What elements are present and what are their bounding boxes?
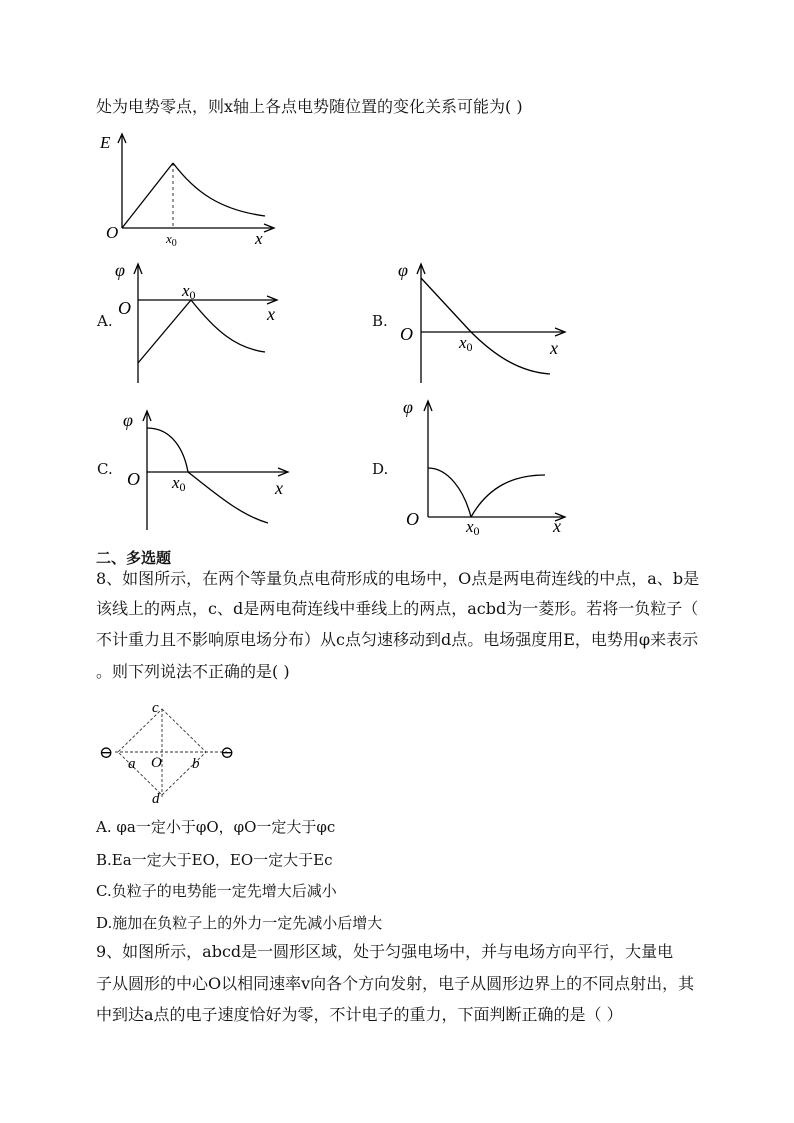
phi-axis-label: φ [123, 410, 133, 430]
option-a-label[interactable]: A. [97, 312, 113, 330]
point-c-label: c [152, 700, 159, 716]
q8-option-d[interactable]: D.施加在负粒子上的外力一定先减小后增大 [96, 914, 383, 932]
q8-line-1: 8、如图所示，在两个等量负点电荷形成的电场中，O点是两电荷连线的中点，a、b是 [96, 569, 700, 588]
x-axis-label: x [267, 304, 275, 324]
q8-option-b[interactable]: B.Ea一定大于EO，EO一定大于Ec [96, 851, 333, 869]
q9-line-2: 子从圆形的中心O以相同速率v向各个方向发射，电子从圆形边界上的不同点射出，其 [96, 974, 695, 993]
q8-line-4: 。则下列说法不正确的是( ) [96, 662, 290, 681]
phi-curve-d-left [428, 468, 471, 517]
q8-option-a[interactable]: A. φa一定小于φO，φO一定大于φc [96, 818, 336, 836]
x0-mark: x0 [466, 517, 480, 538]
graph-option-a [115, 258, 285, 386]
origin-label: O [118, 298, 131, 318]
phi-curve-d-right [471, 475, 545, 517]
option-b-label[interactable]: B. [372, 312, 388, 330]
point-d-label: d [152, 791, 160, 807]
origin-label: O [400, 324, 413, 344]
q8-line-2: 该线上的两点，c、d是两电荷连线中垂线上的两点，acbd为一菱形。若将一负粒子（ [96, 599, 699, 618]
x-axis-label: x [255, 229, 263, 248]
x0-mark: x0 [172, 473, 186, 494]
graph-option-d [398, 395, 573, 537]
phi-axis-label: φ [115, 260, 125, 280]
e-curve-linear [122, 163, 173, 228]
q9-line-1: 9、如图所示，abcd是一圆形区域，处于匀强电场中，并与电场方向平行，大量电 [96, 942, 674, 961]
point-b-label: b [192, 756, 200, 772]
e-curve-decay [173, 163, 265, 216]
q8-line-3: 不计重力且不影响原电场分布）从c点匀速移动到d点。电场强度用E，电势用φ来表示 [96, 630, 699, 649]
q7-question-tail: 处为电势零点，则x轴上各点电势随位置的变化关系可能为( ) [96, 97, 523, 116]
option-d-label[interactable]: D. [372, 460, 389, 478]
point-o-label: O [151, 755, 162, 771]
graph-option-c [120, 405, 295, 533]
x0-mark: x0 [182, 281, 196, 302]
section-title: 二、多选题 [96, 549, 172, 567]
phi-curve-a-line [138, 300, 191, 363]
e-axis-label: E [100, 133, 111, 152]
phi-axis-label: φ [403, 397, 413, 417]
phi-curve-c-tail [188, 472, 268, 523]
charge-left: ⊖ [99, 743, 114, 762]
x-axis-label: x [550, 338, 558, 358]
q9-line-3: 中到达a点的电子速度恰好为零，不计电子的重力，下面判断正确的是（ ） [96, 1005, 623, 1024]
phi-curve-c-arc [147, 428, 188, 472]
origin-label: O [106, 223, 119, 242]
q8-option-c[interactable]: C.负粒子的电势能一定先增大后减小 [96, 882, 337, 900]
origin-label: O [127, 469, 140, 489]
x-axis-label: x [275, 478, 283, 498]
charge-right: ⊖ [220, 743, 235, 762]
graph-option-b [395, 258, 575, 386]
rhombus-diagram [96, 695, 246, 807]
point-a-label: a [128, 756, 136, 772]
phi-curve-b-curve [471, 332, 550, 374]
option-c-label[interactable]: C. [97, 460, 113, 478]
x-axis-label: x [553, 516, 561, 536]
x0-mark: x0 [459, 333, 473, 354]
origin-label: O [406, 509, 419, 529]
phi-curve-b-line [421, 278, 471, 332]
graph-e-x [100, 130, 280, 250]
x0-mark: $x_0$ [166, 231, 177, 249]
phi-axis-label: φ [398, 260, 408, 280]
phi-curve-a-decay [191, 300, 265, 352]
